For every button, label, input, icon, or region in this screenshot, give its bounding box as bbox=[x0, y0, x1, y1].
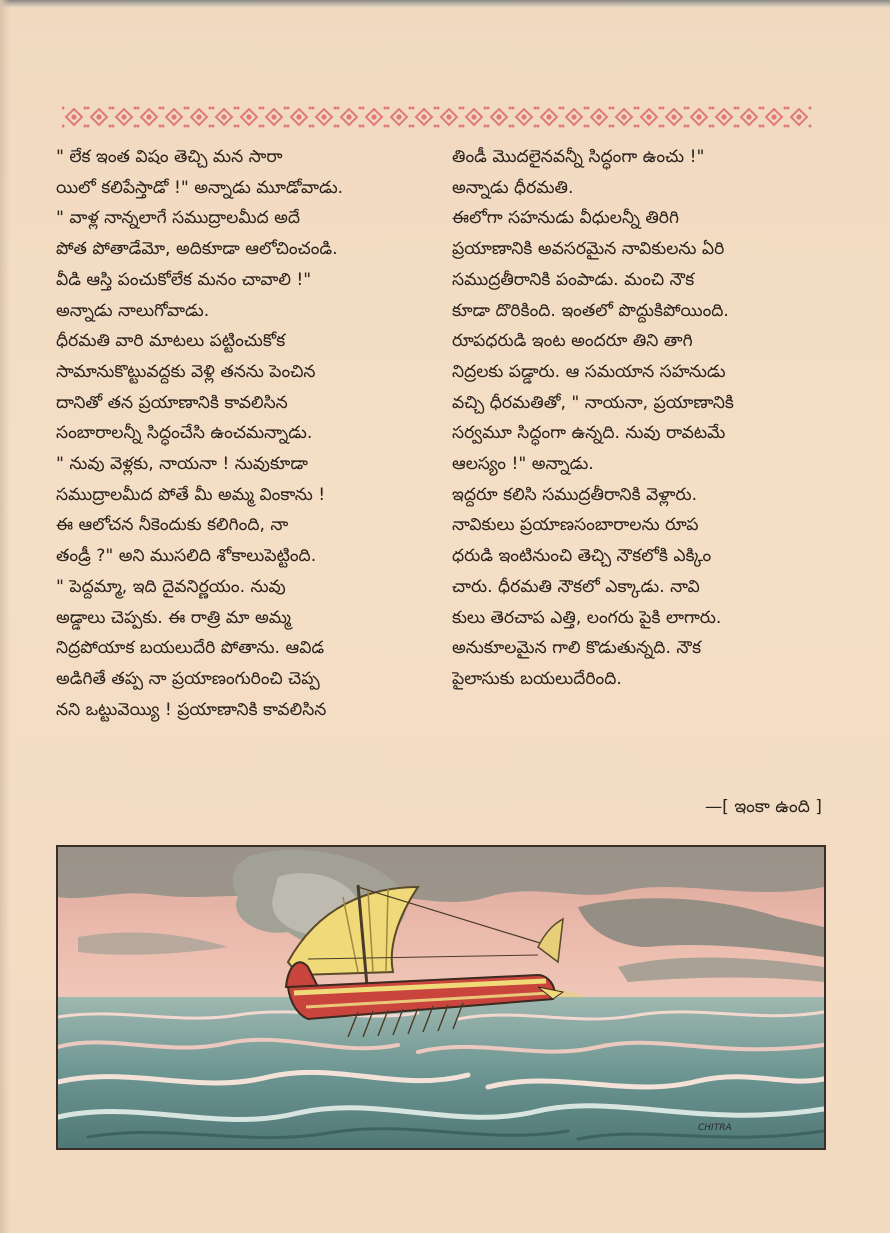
text-line: అన్నాడు ధీరమతి. bbox=[452, 177, 574, 198]
ornament-motif bbox=[512, 107, 537, 128]
ornament-motif bbox=[112, 107, 137, 128]
ornament-motif bbox=[262, 107, 287, 128]
ornament-motif bbox=[562, 107, 587, 128]
text-line: నిద్రపోయాక బయలుదేరి పోతాను. ఆవిడ bbox=[56, 638, 325, 659]
text-line: ఇద్దరూ కలిసి సముద్రతీరానికి వెళ్లారు. bbox=[452, 484, 698, 505]
ornament-motif bbox=[87, 107, 112, 128]
text-line: ప్రయాణానికి అవసరమైన నావికులను ఏరి bbox=[452, 239, 725, 260]
text-line: కులు తెరచాప ఎత్తి, లంగరు పైకి లాగారు. bbox=[452, 607, 722, 628]
text-line: సామానుకొట్టువద్దకు వెళ్లి తనను పెంచిన bbox=[56, 361, 316, 382]
ornament-motif bbox=[62, 107, 87, 128]
text-line: తిండీ మొదలైనవన్నీ సిద్ధంగా ఉంచు !" bbox=[452, 147, 705, 167]
ornament-motif bbox=[612, 107, 637, 128]
ornament-motif bbox=[487, 107, 512, 128]
ornament-motif bbox=[362, 107, 387, 128]
ornament-motif bbox=[412, 107, 437, 128]
ornament-motif bbox=[312, 107, 337, 128]
ornament-motif bbox=[337, 107, 362, 128]
ornament-motif bbox=[162, 107, 187, 128]
scan-left-edge bbox=[0, 0, 10, 1233]
text-line: తండ్రీ ?" అని ముసలిది శోకాలుపెట్టింది. bbox=[56, 546, 317, 567]
text-line: " వాళ్ల నాన్నలాగే సముద్రాలమీద అదే bbox=[56, 208, 301, 229]
ornament-motif bbox=[287, 107, 312, 128]
ornament-motif bbox=[662, 107, 687, 128]
text-line: " పెద్దమ్మా, ఇది దైవనిర్ణయం. నువు bbox=[56, 576, 286, 597]
text-line: ఈ ఆలోచన నీకెందుకు కలిగింది, నా bbox=[56, 515, 289, 536]
text-line: " లేక ఇంత విషం తెచ్చి మన సారా bbox=[56, 147, 283, 167]
text-line: ధీరమతి వారి మాటలు పట్టించుకోక bbox=[56, 331, 286, 352]
text-line: సముద్రాలమీద పోతే మీ అమ్మ వింకాను ! bbox=[56, 484, 326, 505]
ornament-motif bbox=[787, 107, 812, 128]
ship-at-sea-illustration bbox=[56, 845, 826, 1150]
text-line: అడ్డాలు చెప్పకు. ఈ రాత్రి మా అమ్మ bbox=[56, 607, 291, 628]
text-line: ఆలస్యం !" అన్నాడు. bbox=[452, 454, 594, 475]
text-line: పోత పోతాడేమో, అదికూడా ఆలోచించండి. bbox=[56, 239, 338, 260]
text-line: దానితో తన ప్రయాణానికి కావలిసిన bbox=[56, 392, 288, 413]
text-line: " నువు వెళ్లకు, నాయనా ! నువుకూడా bbox=[56, 454, 308, 475]
continued-label: —[ ఇంకా ఉంది ] bbox=[704, 797, 822, 817]
ornament-motif bbox=[537, 107, 562, 128]
text-line: అనుకూలమైన గాలి కొడుతున్నది. నౌక bbox=[452, 638, 702, 659]
ornament-motif bbox=[462, 107, 487, 128]
ornament-motif bbox=[437, 107, 462, 128]
ornament-motif bbox=[637, 107, 662, 128]
ornament-motif bbox=[212, 107, 237, 128]
text-line: అడిగితే తప్ప నా ప్రయాణంగురించి చెప్ప bbox=[56, 668, 320, 689]
ornament-motif bbox=[187, 107, 212, 128]
text-line: నావికులు ప్రయాణసంబారాలను రూప bbox=[452, 515, 699, 536]
text-line: నిద్రలకు పడ్డారు. ఆ సమయాన సహనుడు bbox=[452, 361, 726, 382]
ornament-motif bbox=[687, 107, 712, 128]
ornament-motif bbox=[712, 107, 737, 128]
artist-signature: CHITRA bbox=[698, 1123, 732, 1133]
text-line: ధరుడి ఇంటినుంచి తెచ్చి నౌకలోకి ఎక్కిం bbox=[452, 546, 712, 567]
right-text-column bbox=[452, 142, 830, 695]
scan-top-edge bbox=[0, 0, 890, 8]
text-line: సంబారాలన్నీ సిద్ధంచేసి ఉంచమన్నాడు. bbox=[56, 423, 313, 444]
text-line: పైలాసుకు బయలుదేరింది. bbox=[452, 668, 622, 689]
text-line: యిలో కలిపేస్తాడో !" అన్నాడు మూడోవాడు. bbox=[56, 177, 344, 198]
ornament-motif bbox=[762, 107, 787, 128]
decorative-border-ornament bbox=[62, 102, 822, 132]
text-line: అన్నాడు నాలుగోవాడు. bbox=[56, 300, 210, 321]
left-text-column bbox=[56, 142, 434, 725]
ornament-motif bbox=[137, 107, 162, 128]
text-line: వచ్చి ధీరమతితో, " నాయనా, ప్రయాణానికి bbox=[452, 392, 734, 413]
text-line: నని ఒట్టువెయ్యి ! ప్రయాణానికి కావలిసిన bbox=[56, 699, 327, 720]
ornament-motif bbox=[237, 107, 262, 128]
ornament-motif bbox=[387, 107, 412, 128]
text-line: చారు. ధీరమతి నౌకలో ఎక్కాడు. నావి bbox=[452, 576, 700, 597]
text-line: రూపధరుడి ఇంట అందరూ తిని తాగి bbox=[452, 331, 693, 352]
text-line: సముద్రతీరానికి పంపాడు. మంచి నౌక bbox=[452, 269, 695, 290]
text-line: ఈలోగా సహనుడు వీధులన్నీ తిరిగి bbox=[452, 208, 680, 229]
ornament-motif bbox=[737, 107, 762, 128]
text-line: సర్వమూ సిద్ధంగా ఉన్నది. నువు రావటమే bbox=[452, 423, 726, 444]
ornament-motif bbox=[587, 107, 612, 128]
text-line: వీడి ఆస్తి పంచుకోలేక మనం చావాలి !" bbox=[56, 269, 312, 290]
text-line: కూడా దొరికింది. ఇంతలో పొద్దుకిపోయింది. bbox=[452, 300, 729, 321]
